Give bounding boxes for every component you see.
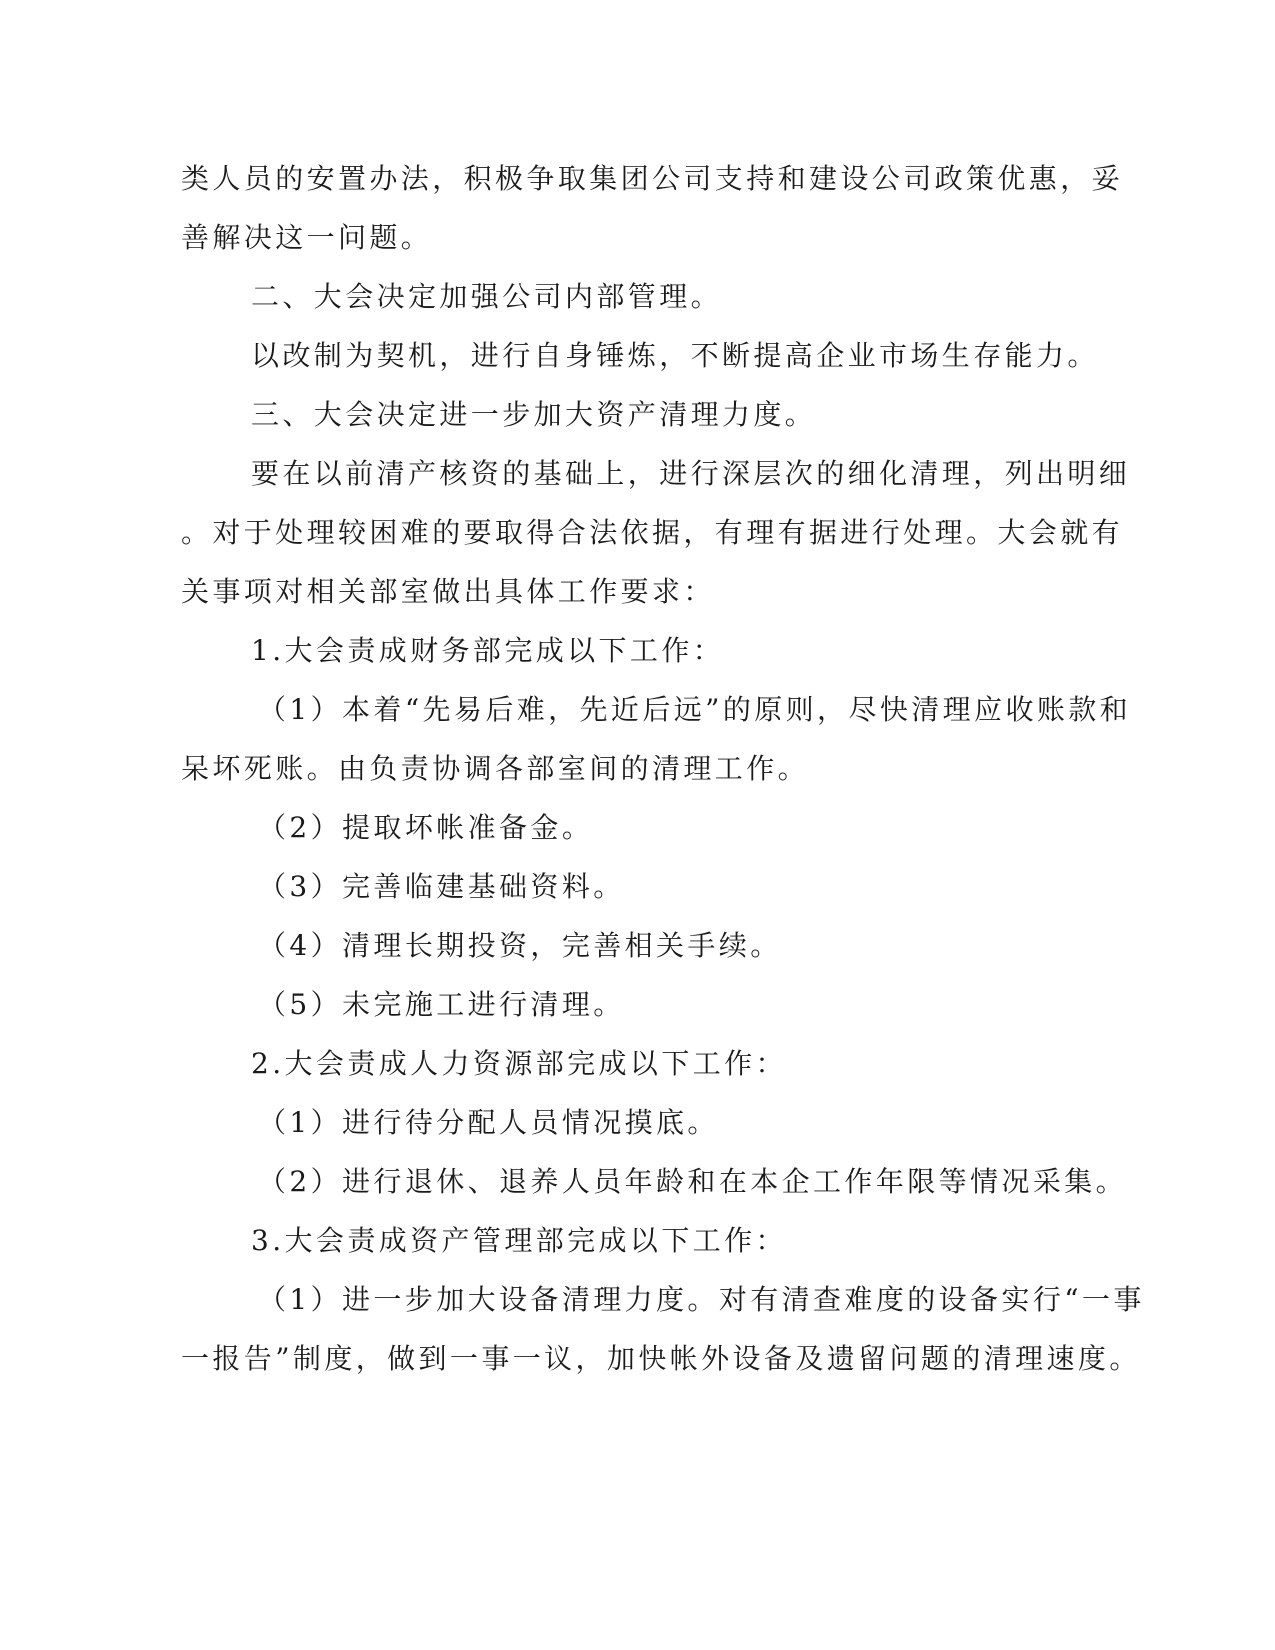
list-item: （2）进行退休、退养人员年龄和在本企工作年限等情况采集。 [258, 1165, 1128, 1198]
section-heading: 三、大会决定进一步加大资产清理力度。 [251, 398, 817, 431]
list-item: （1）本着“先易后难，先近后远”的原则，尽快清理应收账款和 [258, 693, 1132, 726]
list-heading: 1.大会责成财务部完成以下工作： [251, 634, 725, 667]
paragraph-line: 类人员的安置办法，积极争取集团公司支持和建设公司政策优惠，妥 [181, 162, 1124, 195]
list-item: （1）进行待分配人员情况摸底。 [258, 1106, 719, 1139]
paragraph-line: 关事项对相关部室做出具体工作要求： [181, 575, 715, 608]
list-item-continuation: 一报告”制度，做到一事一议，加快帐外设备及遗留问题的清理速度。 [181, 1342, 1141, 1375]
section-heading: 二、大会决定加强公司内部管理。 [251, 280, 723, 313]
paragraph-line: 以改制为契机，进行自身锤炼，不断提高企业市场生存能力。 [251, 339, 1099, 372]
paragraph-line: 。对于处理较困难的要取得合法依据，有理有据进行处理。大会就有 [181, 516, 1124, 549]
list-item: （5）未完施工进行清理。 [258, 988, 625, 1021]
list-item: （3）完善临建基础资料。 [258, 870, 625, 903]
list-item: （4）清理长期投资，完善相关手续。 [258, 929, 782, 962]
list-item: （2）提取坏帐准备金。 [258, 811, 594, 844]
list-item: （1）进一步加大设备清理力度。对有清查难度的设备实行“一事 [258, 1283, 1145, 1316]
list-heading: 2.大会责成人力资源部完成以下工作： [251, 1047, 787, 1080]
paragraph-line: 要在以前清产核资的基础上，进行深层次的细化清理，列出明细 [251, 457, 1131, 490]
list-item-continuation: 呆坏死账。由负责协调各部室间的清理工作。 [181, 752, 810, 785]
paragraph-line: 善解决这一问题。 [181, 221, 433, 254]
list-heading: 3.大会责成资产管理部完成以下工作： [251, 1224, 787, 1257]
